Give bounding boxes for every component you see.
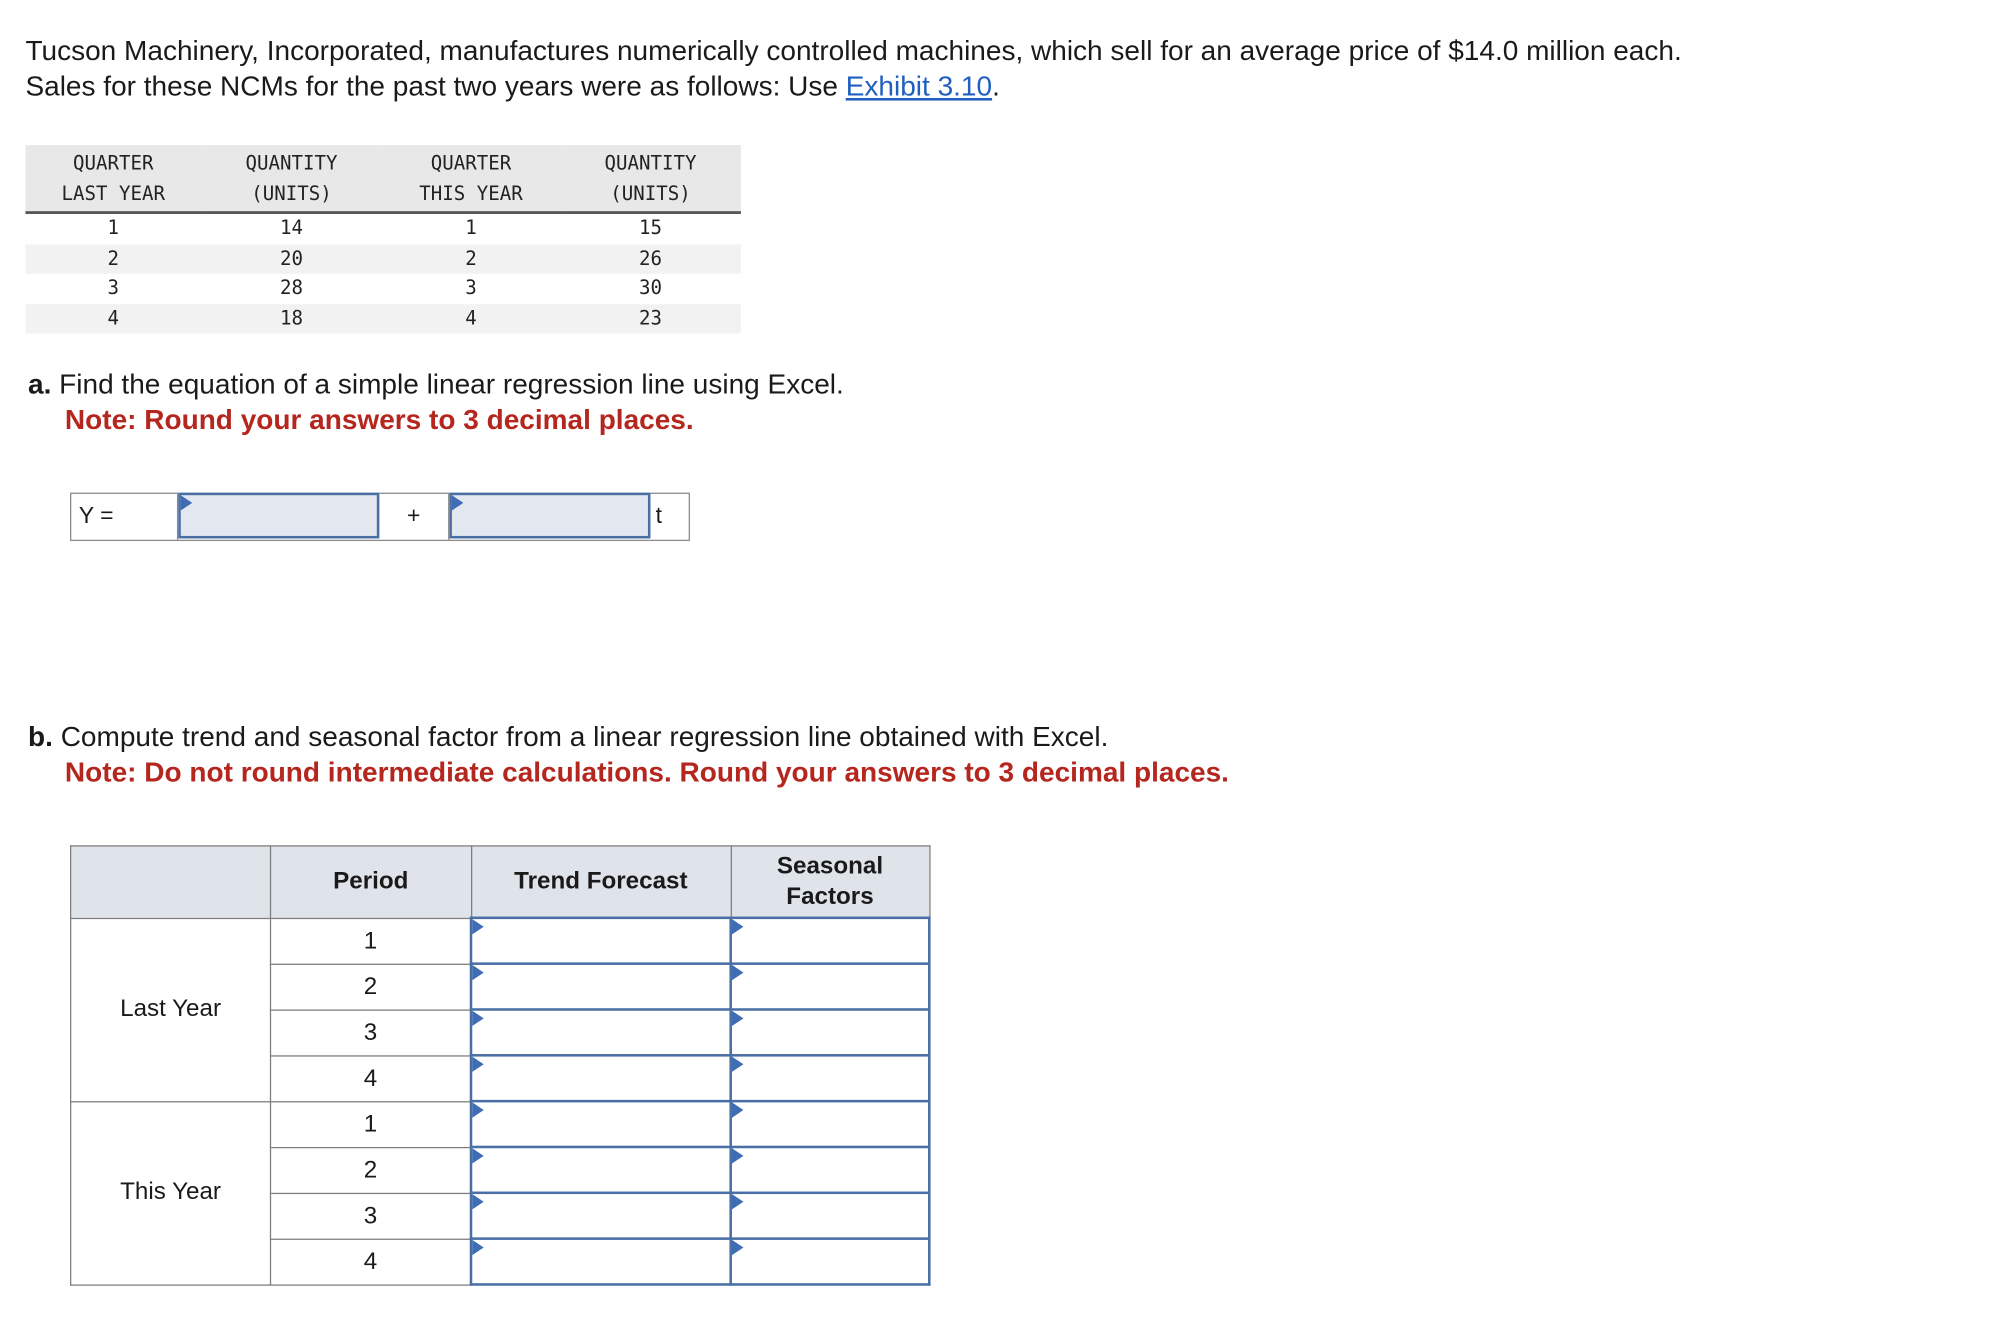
part-a-note: Note: Round your answers to 3 decimal places. [64,403,694,436]
header-line: (UNITS) [251,182,332,205]
trend-forecast-input[interactable] [472,975,734,1000]
table-cell: 28 [280,276,304,300]
header-quantity-last-year [201,145,382,212]
answer-marker-icon [732,919,743,934]
intercept-input[interactable] [181,495,382,538]
trend-forecast-cell[interactable] [471,1055,731,1101]
table-cell: 4 [25,304,201,334]
seasonal-factor-input[interactable] [732,1158,933,1183]
table-cell: 23 [560,304,741,334]
answer-marker-icon [472,1194,483,1209]
intro-line-2-suffix: . [992,70,1000,102]
seasonal-factor-input[interactable] [732,1067,933,1092]
trend-forecast-input[interactable] [472,1113,734,1138]
seasonal-factor-input[interactable] [732,1113,933,1138]
table-cell: 2 [25,244,201,274]
header-quantity-this-year [560,145,741,212]
table-cell: 3 [465,276,477,300]
period-cell: 3 [271,1009,471,1055]
forecast-header-row [71,846,930,918]
y-equals-label: Y = [71,494,178,540]
trend-forecast-input[interactable] [472,1158,734,1183]
exhibit-link[interactable]: Exhibit 3.10 [845,70,993,102]
trend-seasonal-table [70,845,931,1285]
part-a-prompt [28,367,844,403]
table-row [25,274,740,304]
answer-marker-icon [472,1011,483,1026]
table-row [25,213,740,244]
header-period: Period [271,846,471,918]
header-line: (UNITS) [610,182,691,205]
answer-marker-icon [732,965,743,980]
answer-marker-icon [472,1102,483,1117]
seasonal-factor-cell[interactable] [731,1101,930,1147]
trend-forecast-input[interactable] [472,929,734,954]
seasonal-factor-cell[interactable] [731,964,930,1010]
intro-line-2-prefix: Sales for these NCMs for the past two years were as follows: Use [25,70,846,102]
slope-input[interactable] [452,495,653,538]
regression-equation [70,493,690,541]
answer-marker-icon [452,495,463,510]
answer-marker-icon [732,1240,743,1255]
header-line: QUANTITY [245,151,338,175]
trend-forecast-input[interactable] [472,1250,734,1275]
table-cell: 4 [382,304,560,334]
part-b-letter: b. [28,720,53,753]
answer-marker-icon [732,1102,743,1117]
part-b-note: Note: Do not round intermediate calculations. Round your answers to 3 decimal places. [64,756,1229,788]
answer-marker-icon [732,1057,743,1072]
table-cell: 1 [107,216,120,240]
seasonal-factor-cell[interactable] [731,1055,930,1101]
trend-forecast-cell[interactable] [471,918,731,964]
part-a-question [28,367,844,438]
period-cell: 2 [271,964,471,1010]
trend-forecast-cell[interactable] [471,1193,731,1239]
trend-forecast-cell[interactable] [471,1101,731,1147]
trend-forecast-cell[interactable] [471,964,731,1010]
problem-intro [25,33,1935,104]
trend-forecast-input[interactable] [472,1067,734,1092]
intro-line-2 [25,69,1935,105]
seasonal-factor-cell[interactable] [731,1193,930,1239]
answer-marker-icon [732,1148,743,1163]
answer-marker-icon [181,495,192,510]
seasonal-factor-input[interactable] [732,929,933,954]
table-cell: 20 [201,244,382,274]
seasonal-factor-input[interactable] [732,1204,933,1229]
header-line: QUANTITY [604,151,697,175]
seasonal-factor-input[interactable] [732,1250,933,1275]
intro-line-1: Tucson Machinery, Incorporated, manufactures numerically controlled machines, which sell for an average price of $14.0 million each. [25,34,1682,67]
seasonal-factor-cell[interactable] [731,1147,930,1193]
part-b-question [28,719,1229,790]
header-line: QUARTER [430,151,512,175]
answer-marker-icon [472,965,483,980]
period-cell: 1 [271,1101,471,1147]
table-cell: 1 [465,216,477,240]
slope-input-box[interactable] [449,493,650,539]
table-row [71,918,930,964]
group-label-this-year: This Year [71,1101,271,1284]
sales-table-header-row [25,145,740,212]
t-variable-label: t [655,502,662,529]
trend-forecast-cell[interactable] [471,1147,731,1193]
period-cell: 4 [271,1239,471,1285]
header-seasonal-factors: Seasonal Factors [731,846,930,918]
table-cell: 3 [107,276,120,300]
trend-forecast-cell[interactable] [471,1239,731,1285]
table-cell: 15 [639,216,662,240]
period-cell: 4 [271,1055,471,1101]
header-line: THIS YEAR [419,182,523,205]
answer-marker-icon [732,1011,743,1026]
answer-marker-icon [472,1240,483,1255]
header-quarter-last-year [25,145,201,212]
period-cell: 2 [271,1147,471,1193]
table-cell: 14 [280,216,304,240]
answer-marker-icon [732,1194,743,1209]
header-trend-forecast: Trend Forecast [471,846,731,918]
answer-marker-icon [472,1148,483,1163]
sales-data-table [25,145,740,333]
seasonal-factor-cell[interactable] [731,1239,930,1285]
trend-forecast-input[interactable] [472,1021,734,1046]
table-cell: 30 [639,276,662,300]
header-line: LAST YEAR [61,182,166,205]
trend-forecast-cell[interactable] [471,1009,731,1055]
seasonal-factor-input[interactable] [732,975,933,1000]
table-row [25,304,740,334]
part-b-text: Compute trend and seasonal factor from a linear regression line obtained with Excel. [60,720,1109,753]
table-cell: 2 [382,244,560,274]
part-a-letter: a. [28,367,52,400]
seasonal-factor-cell[interactable] [731,918,930,964]
intercept-input-box[interactable] [178,493,379,539]
period-cell: 3 [271,1193,471,1239]
header-line: QUARTER [73,151,154,175]
header-quarter-this-year [382,145,560,212]
table-cell: 18 [201,304,382,334]
period-cell: 1 [271,918,471,964]
plus-sign: + [379,494,449,540]
seasonal-factor-input[interactable] [732,1021,933,1046]
table-cell: 26 [560,244,741,274]
table-row [25,244,740,274]
answer-marker-icon [472,919,483,934]
answer-marker-icon [472,1057,483,1072]
part-b-prompt [28,719,1229,755]
seasonal-factor-cell[interactable] [731,1009,930,1055]
trend-forecast-input[interactable] [472,1204,734,1229]
table-row [71,1101,930,1147]
group-label-last-year: Last Year [71,918,271,1101]
header-blank [71,846,271,918]
part-a-text: Find the equation of a simple linear regression line using Excel. [59,367,844,400]
